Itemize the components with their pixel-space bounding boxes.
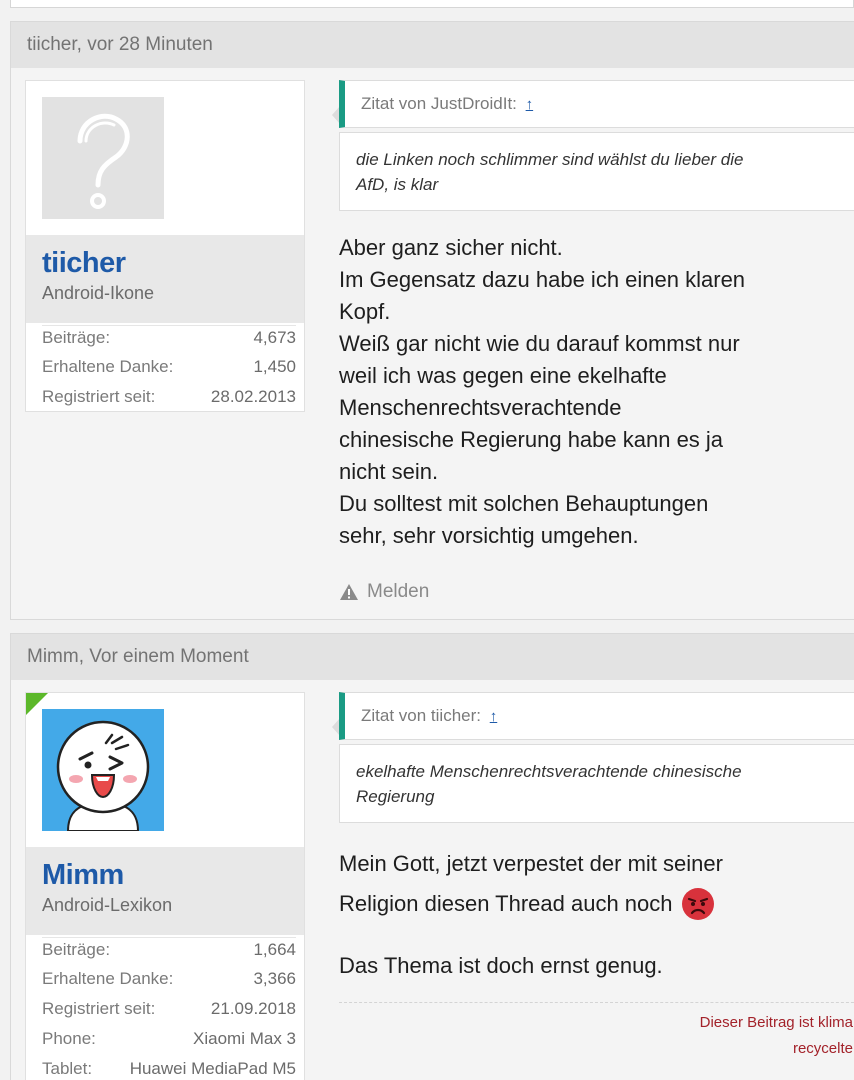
cartoon-face-avatar-icon	[42, 709, 164, 831]
user-info-band	[26, 847, 305, 935]
post-line: chinesische Regierung habe kann es ja	[339, 427, 724, 452]
previous-post-edge	[10, 0, 854, 8]
avatar[interactable]	[42, 97, 164, 219]
quote-line: die Linken noch schlimmer sind wählst du lieber die	[356, 150, 744, 169]
post-body	[339, 844, 779, 986]
user-rank: Android-Ikone	[42, 283, 155, 303]
stat-row	[42, 967, 296, 997]
stat-value: Huawei MediaPad M5	[129, 1059, 296, 1078]
quote-line: Regierung	[356, 787, 435, 806]
username[interactable]: Mimm	[42, 859, 124, 891]
forum-post	[10, 633, 854, 1080]
post-line: Kopf.	[339, 299, 391, 324]
quote-source: Zitat von JustDroidIt:	[361, 94, 517, 113]
user-info-band	[26, 235, 305, 323]
stat-value: 1,450	[253, 357, 296, 376]
post-body	[339, 232, 779, 552]
stat-row	[42, 355, 296, 385]
post-line-with-emoji	[339, 884, 779, 924]
forum-post	[10, 21, 854, 620]
quote-header	[339, 692, 854, 740]
username[interactable]: tiicher	[42, 247, 126, 279]
stat-value: Xiaomi Max 3	[193, 1029, 296, 1048]
stat-row	[42, 1057, 296, 1080]
stat-value: 1,664	[253, 940, 296, 959]
spacer	[339, 924, 779, 946]
post-header: tiicher, vor 28 Minuten	[11, 22, 854, 68]
quote-line: AfD, is klar	[356, 175, 439, 194]
post-line: Religion diesen Thread auch noch	[339, 891, 673, 916]
report-button[interactable]	[339, 581, 429, 603]
stat-value: 28.02.2013	[210, 387, 296, 406]
signature-line: recycelte	[792, 1040, 853, 1057]
stat-label: Erhaltene Danke:	[42, 357, 174, 376]
signature-line: Dieser Beitrag ist klima	[699, 1014, 853, 1031]
post-line: weil ich was gegen eine ekelhafte	[339, 363, 667, 388]
stat-value: 21.09.2018	[210, 999, 296, 1018]
report-label: Melden	[367, 581, 430, 602]
jump-to-quote-link[interactable]: ↑	[489, 708, 498, 725]
stat-row	[42, 325, 296, 356]
quote-line: ekelhafte Menschenrechtsverachtende chinesische	[356, 762, 742, 781]
post-line: Weiß gar nicht wie du darauf kommst nur	[339, 331, 740, 356]
jump-to-quote-link[interactable]: ↑	[525, 96, 534, 113]
post-line: sehr, sehr vorsichtig umgehen.	[339, 523, 639, 548]
stat-label: Registriert seit:	[42, 999, 156, 1018]
signature	[700, 1010, 853, 1062]
stat-row	[42, 1027, 296, 1057]
user-card	[25, 80, 305, 412]
post-line: Menschenrechtsverachtende	[339, 395, 622, 420]
warning-icon	[339, 583, 359, 601]
stat-label: Tablet:	[42, 1059, 93, 1078]
post-line: Im Gegensatz dazu habe ich einen klaren	[339, 267, 746, 292]
stat-row	[42, 997, 296, 1027]
stat-label: Erhaltene Danke:	[42, 969, 174, 988]
stat-value: 3,366	[253, 969, 296, 988]
stat-row	[42, 937, 296, 968]
post-line: Du solltest mit solchen Behauptungen	[339, 491, 709, 516]
post-line: Mein Gott, jetzt verpestet der mit seiner	[339, 851, 723, 876]
user-rank: Android-Lexikon	[42, 895, 173, 915]
quote-header	[339, 80, 854, 128]
stat-label: Registriert seit:	[42, 387, 156, 406]
quote-body	[339, 132, 854, 211]
quote-source: Zitat von tiicher:	[361, 706, 481, 725]
signature-divider	[339, 1002, 854, 1003]
post-line: Das Thema ist doch ernst genug.	[339, 953, 663, 978]
stat-value: 4,673	[253, 328, 296, 347]
post-header: Mimm, Vor einem Moment	[11, 634, 854, 680]
stat-label: Beiträge:	[42, 328, 111, 347]
stat-label: Beiträge:	[42, 940, 111, 959]
question-mark-avatar-icon	[42, 97, 164, 219]
angry-face-emoji-icon	[681, 887, 715, 921]
post-line: Aber ganz sicher nicht.	[339, 235, 563, 260]
post-line: nicht sein.	[339, 459, 439, 484]
user-card	[25, 692, 305, 1080]
stat-row	[42, 385, 296, 412]
quote-body	[339, 744, 854, 823]
avatar[interactable]	[42, 709, 164, 831]
stat-label: Phone:	[42, 1029, 96, 1048]
